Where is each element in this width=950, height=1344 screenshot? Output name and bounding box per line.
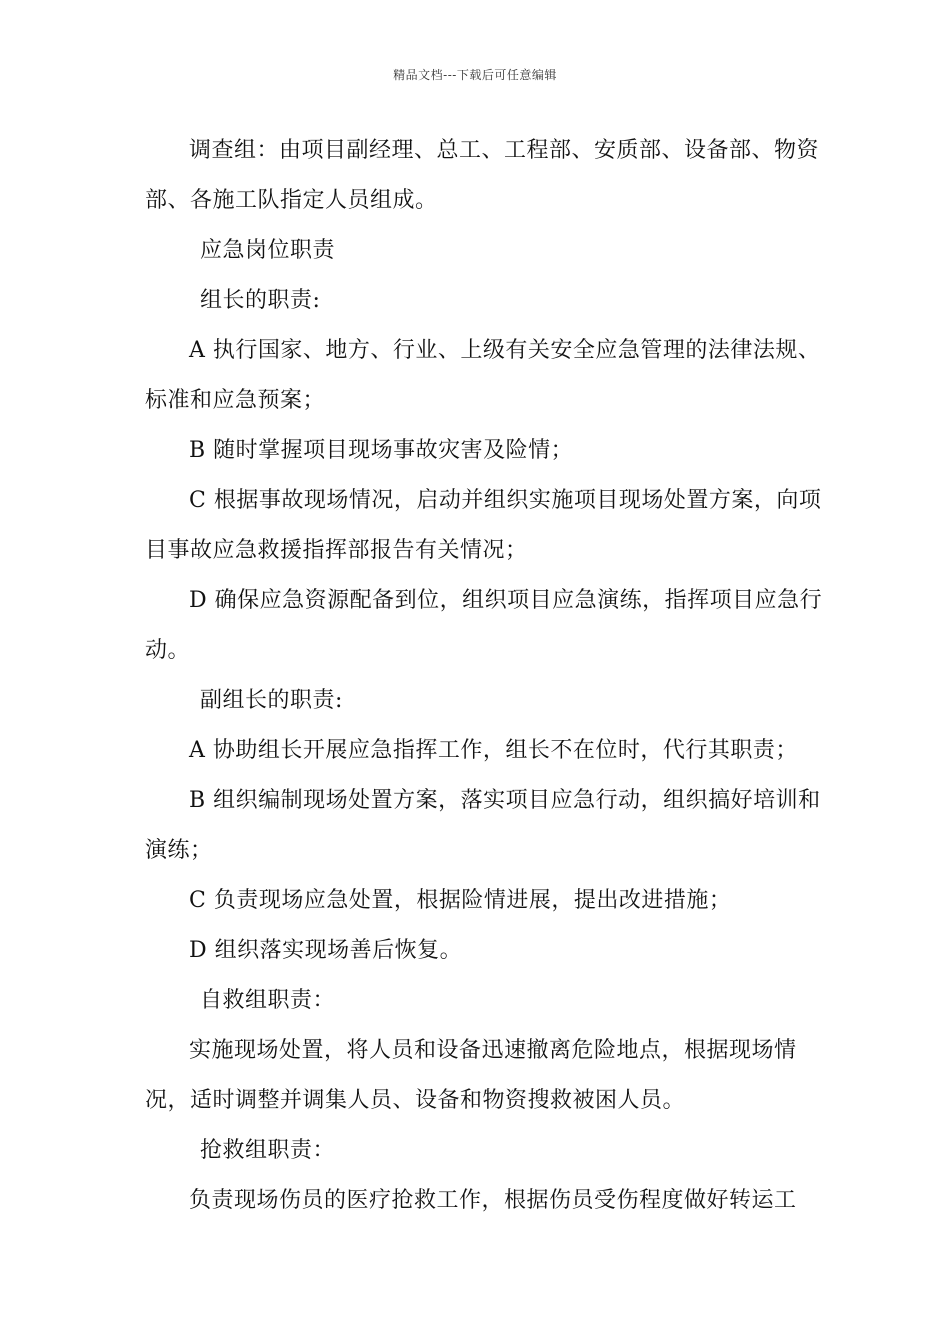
heading-deputy-duties: 副组长的职责: [200,688,343,713]
paragraph-deputy-c: C 负责现场应急处置，根据险情进展，提出改进措施； [189,888,732,913]
paragraph-self-rescue: 实施现场处置，将人员和设备迅速撤离危险地点，根据现场情况，适时调整并调集人员、设备和物资搜救被困人员。 [145,1038,797,1113]
paragraph-deputy-d: D 组织落实现场善后恢复。 [189,938,463,963]
paragraph-rescue: 负责现场伤员的医疗抢救工作，根据伤员受伤程度做好转运工 [189,1188,797,1213]
heading-leader-duties: 组长的职责: [200,288,321,313]
paragraph-leader-d: D 确保应急资源配备到位，组织项目应急演练，指挥项目应急行动。 [145,588,823,663]
heading-emergency-duties: 应急岗位职责 [200,238,336,263]
paragraph-investigation-group: 调查组：由项目副经理、总工、工程部、安质部、设备部、物资部、各施工队指定人员组成。 [145,138,820,213]
paragraph-leader-b: B 随时掌握项目现场事故灾害及险情； [189,438,574,463]
paragraph-leader-a: A 执行国家、地方、行业、上级有关安全应急管理的法律法规、标准和应急预案； [145,338,821,413]
paragraph-leader-c: C 根据事故现场情况，启动并组织实施项目现场处置方案，向项目事故应急救援指挥部报告有关情况； [145,488,822,563]
paragraph-deputy-a: A 协助组长开展应急指挥工作，组长不在位时，代行其职责； [189,738,798,763]
heading-self-rescue-duties: 自救组职责： [200,988,336,1013]
paragraph-deputy-b: B 组织编制现场处置方案，落实项目应急行动，组织搞好培训和演练； [145,788,821,863]
page-header: 精品文档---下载后可任意编辑 [393,68,557,82]
heading-rescue-duties: 抢救组职责： [200,1138,336,1163]
